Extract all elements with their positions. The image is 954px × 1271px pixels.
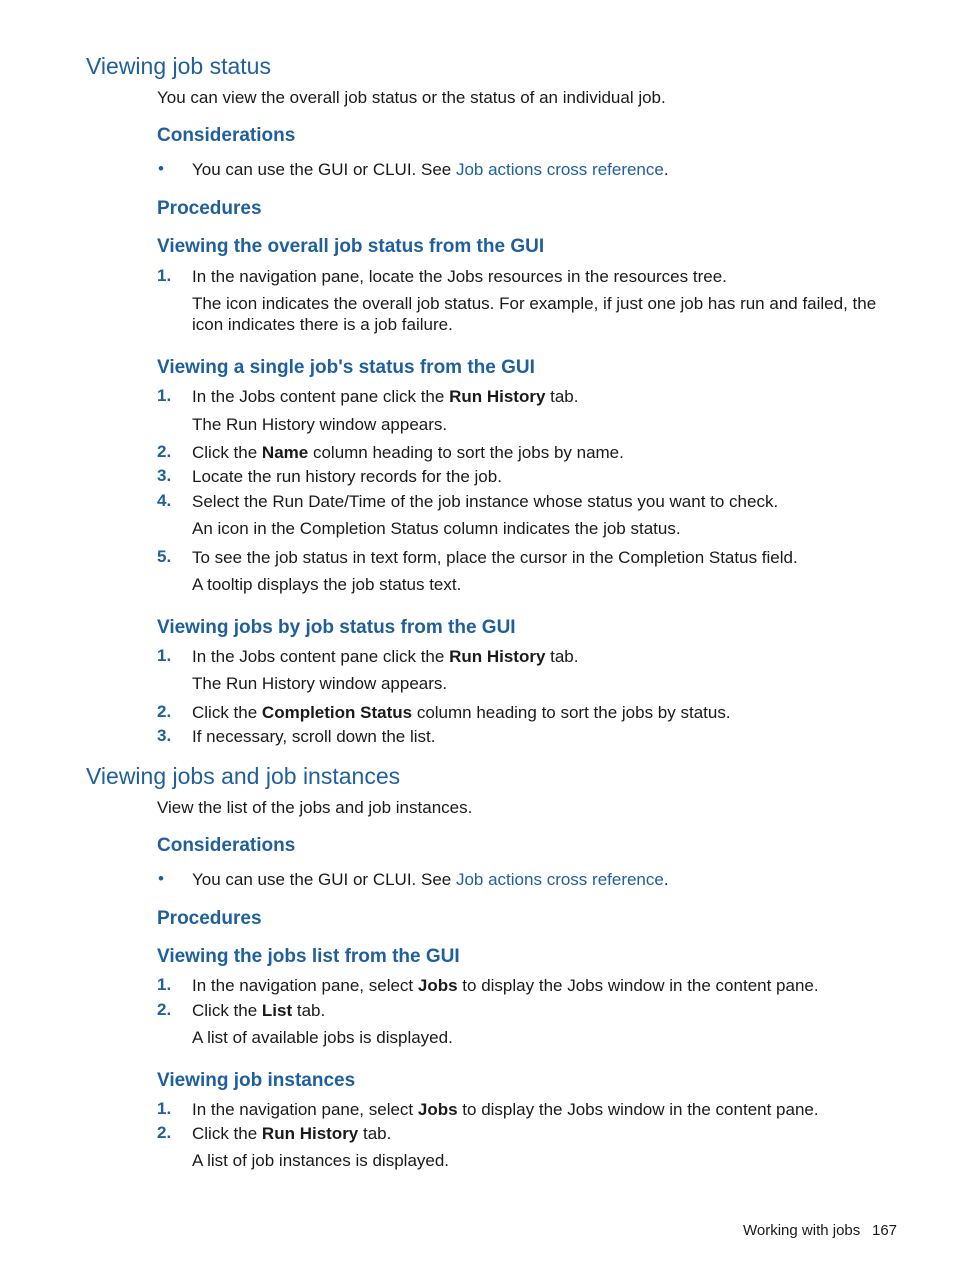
step-number: 2.	[157, 1000, 172, 1019]
bullet-marker: •	[158, 869, 164, 888]
step-number: 2.	[157, 1123, 172, 1142]
step-text: In the navigation pane, select Jobs to display the Jobs window in the content pane.	[192, 1100, 819, 1119]
subsection-title: Viewing job instances	[157, 1070, 356, 1091]
step-text: To see the job status in text form, place the cursor in the Completion Status field.	[192, 548, 798, 567]
step-note: icon indicates there is a job failure.	[192, 315, 453, 334]
step-number: 1.	[157, 266, 172, 285]
considerations-heading: Considerations	[157, 835, 296, 856]
bullet-marker: •	[158, 159, 164, 178]
step-text: Click the Run History tab.	[192, 1124, 392, 1143]
step-note: A list of job instances is displayed.	[192, 1151, 450, 1170]
procedures-heading: Procedures	[157, 198, 262, 219]
step-note: A tooltip displays the job status text.	[192, 575, 462, 594]
subsection-title: Viewing a single job's status from the GUI	[157, 357, 535, 378]
step-text: Click the Name column heading to sort the jobs by name.	[192, 443, 624, 462]
step-text: Select the Run Date/Time of the job instance whose status you want to check.	[192, 492, 779, 511]
procedures-heading: Procedures	[157, 908, 262, 929]
step-number: 1.	[157, 386, 172, 405]
job-actions-cross-reference-link[interactable]: Job actions cross reference	[455, 160, 664, 179]
step-note: The Run History window appears.	[192, 415, 448, 434]
subsection-title: Viewing the jobs list from the GUI	[157, 946, 460, 967]
considerations-heading: Considerations	[157, 125, 296, 146]
step-note: An icon in the Completion Status column indicates the job status.	[192, 519, 681, 538]
step-number: 1.	[157, 1099, 172, 1118]
subsection-title: Viewing jobs by job status from the GUI	[157, 617, 516, 638]
job-actions-cross-reference-link[interactable]: Job actions cross reference	[455, 870, 664, 889]
step-note: A list of available jobs is displayed.	[192, 1028, 453, 1047]
step-text: In the Jobs content pane click the Run History tab.	[192, 647, 579, 666]
step-number: 1.	[157, 646, 172, 665]
section-title-viewing-job-status: Viewing job status	[86, 53, 271, 79]
step-number: 2.	[157, 442, 172, 461]
page-number: 167	[872, 1222, 898, 1239]
step-note: The Run History window appears.	[192, 674, 448, 693]
step-text: In the navigation pane, select Jobs to display the Jobs window in the content pane.	[192, 976, 819, 995]
step-text: In the Jobs content pane click the Run History tab.	[192, 387, 579, 406]
step-text: In the navigation pane, locate the Jobs resources in the resources tree.	[192, 267, 727, 286]
step-number: 3.	[157, 726, 172, 745]
step-text: If necessary, scroll down the list.	[192, 727, 436, 746]
considerations-bullet: You can use the GUI or CLUI. See Job actions cross reference.	[192, 870, 669, 889]
step-number: 2.	[157, 702, 172, 721]
footer-label: Working with jobs	[743, 1222, 861, 1239]
step-text: Click the List tab.	[192, 1001, 326, 1020]
step-text: Locate the run history records for the job.	[192, 467, 502, 486]
step-text: Click the Completion Status column heading to sort the jobs by status.	[192, 703, 731, 722]
subsection-title: Viewing the overall job status from the GUI	[157, 236, 545, 257]
step-number: 5.	[157, 547, 172, 566]
step-note: The icon indicates the overall job status. For example, if just one job has run and failed, the	[192, 294, 877, 313]
step-number: 3.	[157, 466, 172, 485]
section-intro: View the list of the jobs and job instances.	[157, 798, 473, 817]
considerations-bullet: You can use the GUI or CLUI. See Job actions cross reference.	[192, 160, 669, 179]
section-intro: You can view the overall job status or the status of an individual job.	[157, 88, 666, 107]
section-title-viewing-jobs-and-instances: Viewing jobs and job instances	[86, 763, 401, 789]
step-number: 4.	[157, 491, 172, 510]
step-number: 1.	[157, 975, 172, 994]
